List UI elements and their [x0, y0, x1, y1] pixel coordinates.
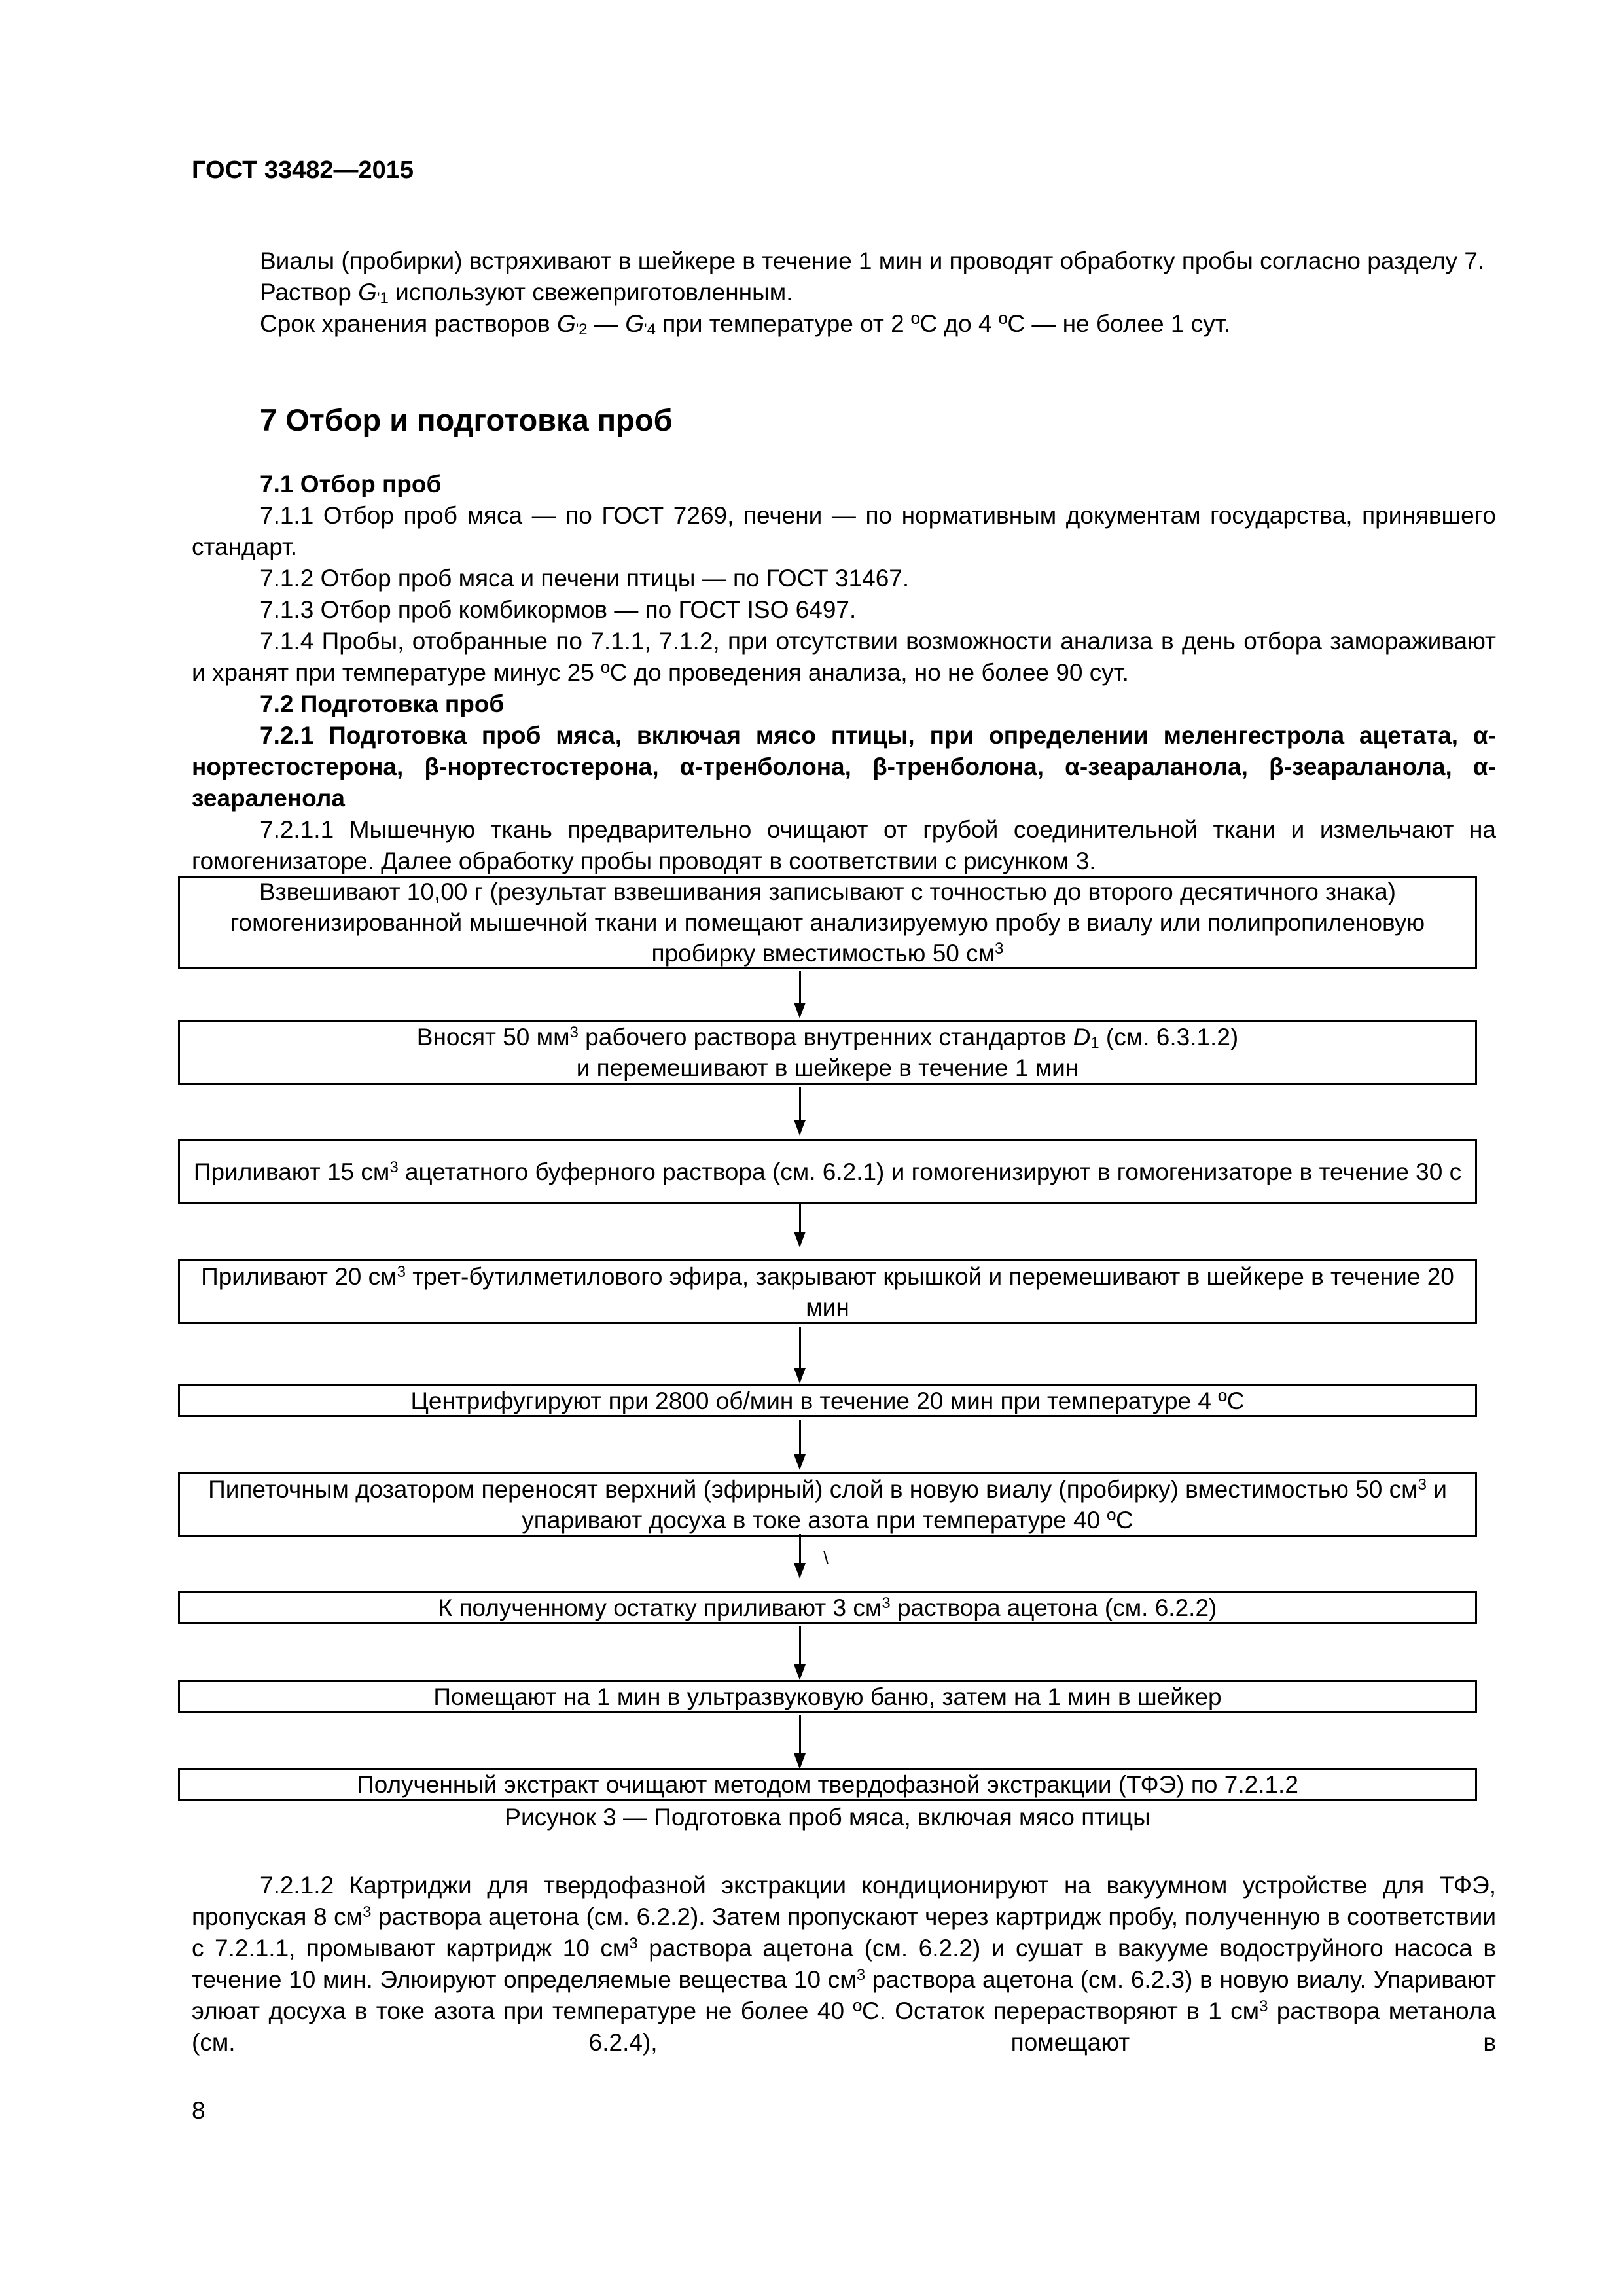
figure-caption: Рисунок 3 — Подготовка проб мяса, включая мясо птицы — [505, 1804, 1150, 1831]
variable: G — [625, 310, 644, 337]
superscript: 3 — [882, 1594, 891, 1612]
clause-7-1-4: 7.1.4 Пробы, отобранные по 7.1.1, 7.1.2, при отсутствии возможности анализа в день отбора замораживают и хранят при температуре минус 25 ºС до проведения анализа, но не более 90 сут. — [192, 628, 1496, 686]
flow-arrow — [794, 1420, 806, 1469]
superscript: 3 — [363, 1903, 372, 1921]
variable: D — [1073, 1023, 1091, 1050]
flow-step-text: Помещают на 1 мин в ультразвуковую баню, затем на 1 мин в шейкер — [433, 1683, 1222, 1710]
text-run: — — [587, 310, 626, 337]
clause-7-2-1-1: 7.2.1.1 Мышечную ткань предварительно очищают от грубой соединительной ткани и измельчают на гомогенизаторе. Далее обработку пробы проводят в соответствии с рисунком 3. — [192, 816, 1496, 874]
text-run: и перемешивают в шейкере в течение 1 мин — [576, 1054, 1079, 1081]
clause-7-2-1-2 — [192, 1870, 1496, 2058]
intro-paragraph-3 — [192, 308, 1496, 340]
text-run: раствора ацетона (см. 6.2.2) и сушат в вакууме водоструйного насоса в течение 10 мин. Элюируют определяемые вещества 10 см — [192, 1935, 1496, 1993]
text-run: (см. 6.3.1.2) — [1099, 1023, 1239, 1050]
intro-block — [192, 245, 1496, 340]
clause-7-1-3: 7.1.3 Отбор проб комбикормов — по ГОСТ ISO 6497. — [260, 596, 857, 623]
superscript: 3 — [995, 940, 1004, 958]
subscript: '2 — [575, 321, 588, 338]
text-run: ацетатного буферного раствора (см. 6.2.1) и гомогенизируют в гомогенизаторе в течение 30 с — [398, 1158, 1462, 1185]
text-run: раствора ацетона (см. 6.2.3) в новую виалу. Упаривают элюат досуха в токе азота при температуре не более 40 ºС. Остаток перерастворяют в 1 см — [192, 1966, 1496, 2024]
text-run: трет-бутилметилового эфира, закрывают крышкой и перемешивают в шейкере в течение 20 мин — [405, 1263, 1454, 1321]
flow-arrow — [794, 971, 806, 1017]
variable: G — [358, 279, 377, 306]
superscript: 3 — [569, 1023, 579, 1041]
superscript: 3 — [389, 1158, 399, 1176]
text-run: рабочего раствора внутренних стандартов — [578, 1023, 1073, 1050]
text-run: 7.2.1.2 Картриджи для твердофазной экстракции кондиционируют на вакуумном устройстве для ТФЭ, пропуская 8 см — [192, 1872, 1496, 1930]
section-7-title: 7 Отбор и подготовка проб — [260, 403, 673, 437]
superscript: 3 — [629, 1935, 638, 1952]
flow-arrow — [794, 1327, 806, 1382]
flow-step-transfer-evaporate — [178, 1472, 1477, 1537]
flow-step-text: Полученный экстракт очищают методом твердофазной экстракции (ТФЭ) по 7.2.1.2 — [357, 1770, 1298, 1798]
section-7-body — [192, 469, 1496, 877]
section-7-heading-block — [192, 401, 1496, 440]
flow-step-text — [187, 1261, 1469, 1323]
clause-7-2-1-2-block — [192, 1870, 1496, 2058]
flow-arrow — [794, 1087, 806, 1134]
flow-step-text — [187, 1474, 1469, 1535]
text-run: раствора ацетона (см. 6.2.2) — [890, 1594, 1217, 1621]
variable: G — [556, 310, 576, 337]
text-run: К полученному остатку приливают 3 см — [438, 1594, 882, 1621]
intro-paragraph-2 — [192, 277, 1496, 308]
subscript: '1 — [376, 289, 389, 307]
section-7-1-title: 7.1 Отбор проб — [260, 471, 442, 497]
stray-mark: \ — [823, 1547, 829, 1568]
flow-step-ultrasonic — [178, 1680, 1477, 1713]
superscript: 3 — [856, 1966, 866, 1984]
superscript: 3 — [1259, 1998, 1268, 2015]
text-run: Срок хранения растворов — [260, 310, 557, 337]
clause-7-1-2: 7.1.2 Отбор проб мяса и печени птицы — по ГОСТ 31467. — [260, 565, 910, 592]
flow-step-add-standards — [178, 1020, 1477, 1085]
text-run: используют свежеприготовленным. — [388, 279, 793, 306]
document-header: ГОСТ 33482—2015 — [192, 156, 414, 184]
flow-step-weigh — [178, 876, 1477, 969]
text-run: и упаривают досуха в токе азота при температуре 40 ºС — [522, 1475, 1447, 1534]
flow-step-text — [438, 1592, 1217, 1623]
flow-arrow — [794, 1626, 806, 1679]
flow-step-add-acetone — [178, 1591, 1477, 1624]
flow-step-centrifuge — [178, 1384, 1477, 1417]
flow-step-text — [187, 876, 1469, 969]
flow-step-add-buffer — [178, 1139, 1477, 1204]
subscript: '4 — [644, 321, 656, 338]
flow-step-add-ether — [178, 1259, 1477, 1324]
text-run: Раствор — [260, 279, 359, 306]
clause-7-2-1-title: 7.2.1 Подготовка проб мяса, включая мясо птицы, при определении меленгестрола ацетата, α-нортестостерона, β-нортестостерона, α-тренболона, β-тренболона, α-зеараланола, β-зеараланола, α-зеараленола — [192, 722, 1496, 812]
text-run: Пипеточным дозатором переносят верхний (эфирный) слой в новую виалу (пробирку) вместимостью 50 см — [208, 1475, 1418, 1503]
text-run: при температуре от 2 ºС до 4 ºС — не более 1 сут. — [655, 310, 1230, 337]
section-7-2-title: 7.2 Подготовка проб — [260, 691, 505, 717]
text-run: Вносят 50 мм — [416, 1023, 570, 1050]
text-run: раствора ацетона (см. 6.2.2). Затем пропускают через картридж пробу, полученную в соответствии с 7.2.1.1, промывают картридж 10 см — [192, 1903, 1496, 1962]
superscript: 3 — [397, 1263, 406, 1281]
clause-7-1-1: 7.1.1 Отбор проб мяса — по ГОСТ 7269, печени — по нормативным документам государства, принявшего стандарт. — [192, 502, 1496, 560]
text-run: раствора метанола (см. 6.2.4), помещают в — [192, 1998, 1496, 2056]
text-run: Приливают 15 см — [193, 1158, 390, 1185]
flow-step-text: Центрифугируют при 2800 об/мин в течение 20 мин при температуре 4 ºС — [410, 1387, 1245, 1414]
text-run: Взвешивают 10,00 г (результат взвешивания записывают с точностью до второго десятичного знака) гомогенизированной мышечной ткани и помещают анализируемую пробу в виалу или полипропиленовую пробирку вместимостью 50 см — [230, 878, 1425, 967]
subscript: 1 — [1090, 1033, 1099, 1052]
page-number: 8 — [192, 2097, 205, 2124]
flow-arrow — [794, 1534, 806, 1577]
flow-step-text — [194, 1157, 1461, 1187]
flow-arrow — [794, 1202, 806, 1246]
intro-paragraph-1: Виалы (пробирки) встряхивают в шейкере в течение 1 мин и проводят обработку пробы согласно разделу 7. — [260, 247, 1485, 274]
text-run: Приливают 20 см — [201, 1263, 397, 1290]
flow-step-spe — [178, 1768, 1477, 1801]
flow-step-text — [417, 1022, 1238, 1083]
flow-arrow — [794, 1715, 806, 1768]
superscript: 3 — [1418, 1475, 1427, 1494]
